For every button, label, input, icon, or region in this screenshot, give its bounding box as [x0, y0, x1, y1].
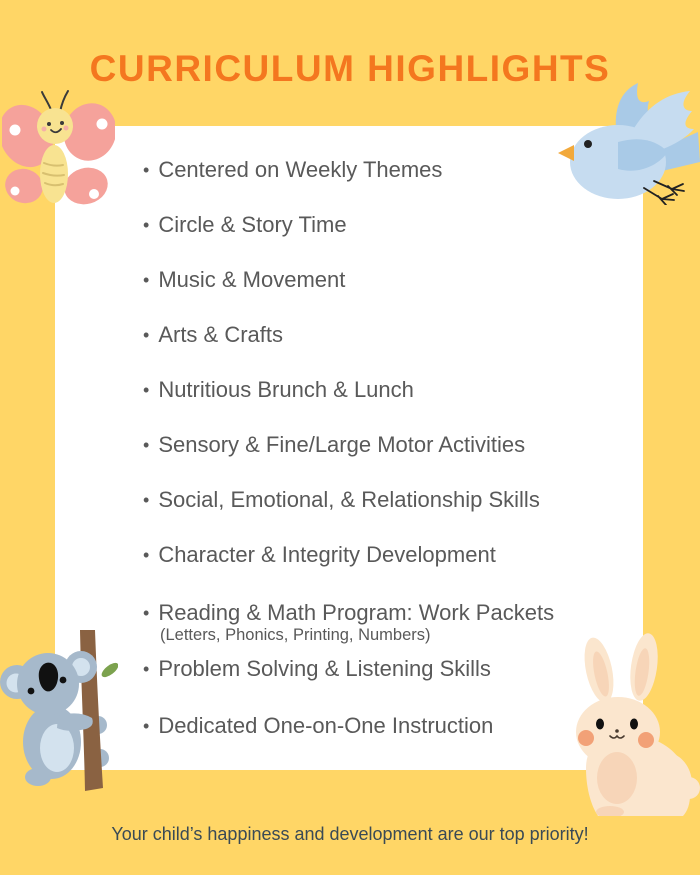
list-item-label: Social, Emotional, & Relationship Skills: [158, 487, 540, 512]
page-title: CURRICULUM HIGHLIGHTS: [89, 48, 611, 89]
list-item-label: Arts & Crafts: [158, 322, 283, 347]
bullet-icon: •: [143, 490, 150, 510]
bullet-icon: •: [143, 435, 150, 455]
list-item: [143, 159, 629, 181]
bullet-icon: •: [143, 270, 150, 290]
list-item-label: Music & Movement: [158, 267, 346, 292]
list-item: [143, 715, 629, 737]
list-item: [143, 658, 629, 680]
list-item-label: Nutritious Brunch & Lunch: [158, 377, 414, 402]
curriculum-list: [143, 159, 629, 770]
bullet-icon: •: [143, 603, 150, 623]
footer-tagline: Your child’s happiness and development are our top priority!: [111, 824, 589, 844]
list-item: [143, 434, 629, 456]
bullet-icon: •: [143, 160, 150, 180]
list-item: [143, 379, 629, 401]
list-item: [143, 269, 629, 291]
list-item: [143, 214, 629, 236]
list-item-label: Problem Solving & Listening Skills: [158, 656, 491, 681]
list-item-sublabel: (Letters, Phonics, Printing, Numbers): [160, 626, 431, 644]
bullet-icon: •: [143, 659, 150, 679]
bullet-icon: •: [143, 325, 150, 345]
list-item-label: Sensory & Fine/Large Motor Activities: [158, 432, 526, 457]
list-item: [143, 324, 629, 346]
bullet-icon: •: [143, 545, 150, 565]
bullet-icon: •: [143, 716, 150, 736]
list-item-label: Centered on Weekly Themes: [158, 157, 443, 182]
list-item: [143, 544, 629, 566]
list-item: [143, 489, 629, 511]
bullet-icon: •: [143, 380, 150, 400]
list-item-label: Dedicated One-on-One Instruction: [158, 713, 494, 738]
list-item: [143, 602, 629, 644]
content-card: [55, 126, 643, 770]
list-item-label: Character & Integrity Development: [158, 542, 496, 567]
bullet-icon: •: [143, 215, 150, 235]
list-item-label: Circle & Story Time: [158, 212, 347, 237]
list-item-label: Reading & Math Program: Work Packets: [158, 600, 555, 625]
